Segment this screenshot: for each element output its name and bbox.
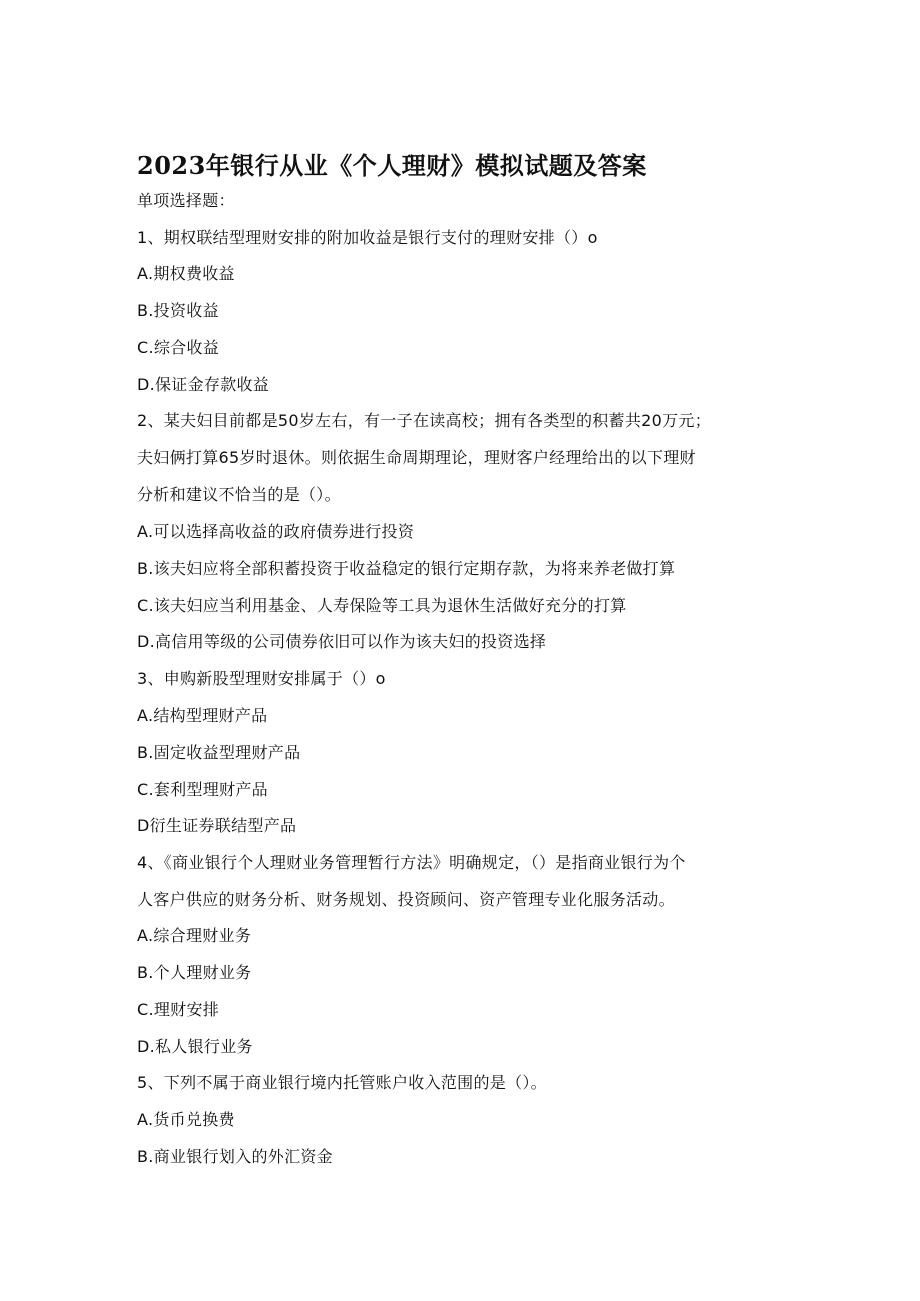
question-2-stem-line-1: 2、某夫妇目前都是50岁左右，有一子在读高校；拥有各类型的积蓄共20万元； xyxy=(137,411,711,430)
question-2-option-c: C.该夫妇应当利用基金、人寿保险等工具为退休生活做好充分的打算 xyxy=(137,596,627,615)
question-4-option-d: D.私人银行业务 xyxy=(137,1037,253,1056)
question-3-option-a: A.结构型理财产品 xyxy=(137,706,268,725)
question-3-option-b: B.固定收益型理财产品 xyxy=(137,743,301,762)
question-1-option-a: A.期权费收益 xyxy=(137,264,235,283)
question-4-option-b: B.个人理财业务 xyxy=(137,963,252,982)
document-title: 2023年银行从业《个人理财》模拟试题及答案 xyxy=(137,151,647,180)
question-4-option-a: A.综合理财业务 xyxy=(137,926,252,945)
question-1-stem: 1、期权联结型理财安排的附加收益是银行支付的理财安排（）o xyxy=(137,228,598,247)
section-heading: 单项选择题： xyxy=(137,191,235,210)
question-4-stem-line-2: 人客户供应的财务分析、财务规划、投资顾问、资产管理专业化服务活动。 xyxy=(137,890,675,909)
question-1-option-d: D.保证金存款收益 xyxy=(137,375,270,394)
question-5-stem: 5、下列不属于商业银行境内托管账户收入范围的是（）。 xyxy=(137,1073,547,1092)
question-2-option-b: B.该夫妇应将全部积蓄投资于收益稳定的银行定期存款，为将来养老做打算 xyxy=(137,559,676,578)
question-1-option-c: C.综合收益 xyxy=(137,338,220,357)
question-4-option-c: C.理财安排 xyxy=(137,1000,220,1019)
question-2-option-d: D.高信用等级的公司债券依旧可以作为该夫妇的投资选择 xyxy=(137,632,547,651)
question-4-stem-line-1: 4、《商业银行个人理财业务管理暂行方法》明确规定，（）是指商业银行为个 xyxy=(137,853,686,872)
question-5-option-a: A.货币兑换费 xyxy=(137,1110,235,1129)
question-3-stem: 3、申购新股型理财安排属于（）o xyxy=(137,669,386,688)
question-1-option-b: B.投资收益 xyxy=(137,301,219,320)
question-2-stem-line-2: 夫妇俩打算65岁时退休。则依据生命周期理论，理财客户经理给出的以下理财 xyxy=(137,448,696,467)
question-5-option-b: B.商业银行划入的外汇资金 xyxy=(137,1147,333,1166)
question-3-option-d: D衍生证券联结型产品 xyxy=(137,816,297,835)
question-2-option-a: A.可以选择高收益的政府债券进行投资 xyxy=(137,522,415,541)
question-3-option-c: C.套利型理财产品 xyxy=(137,780,268,799)
question-2-stem-line-3: 分析和建议不恰当的是（）。 xyxy=(137,485,341,504)
